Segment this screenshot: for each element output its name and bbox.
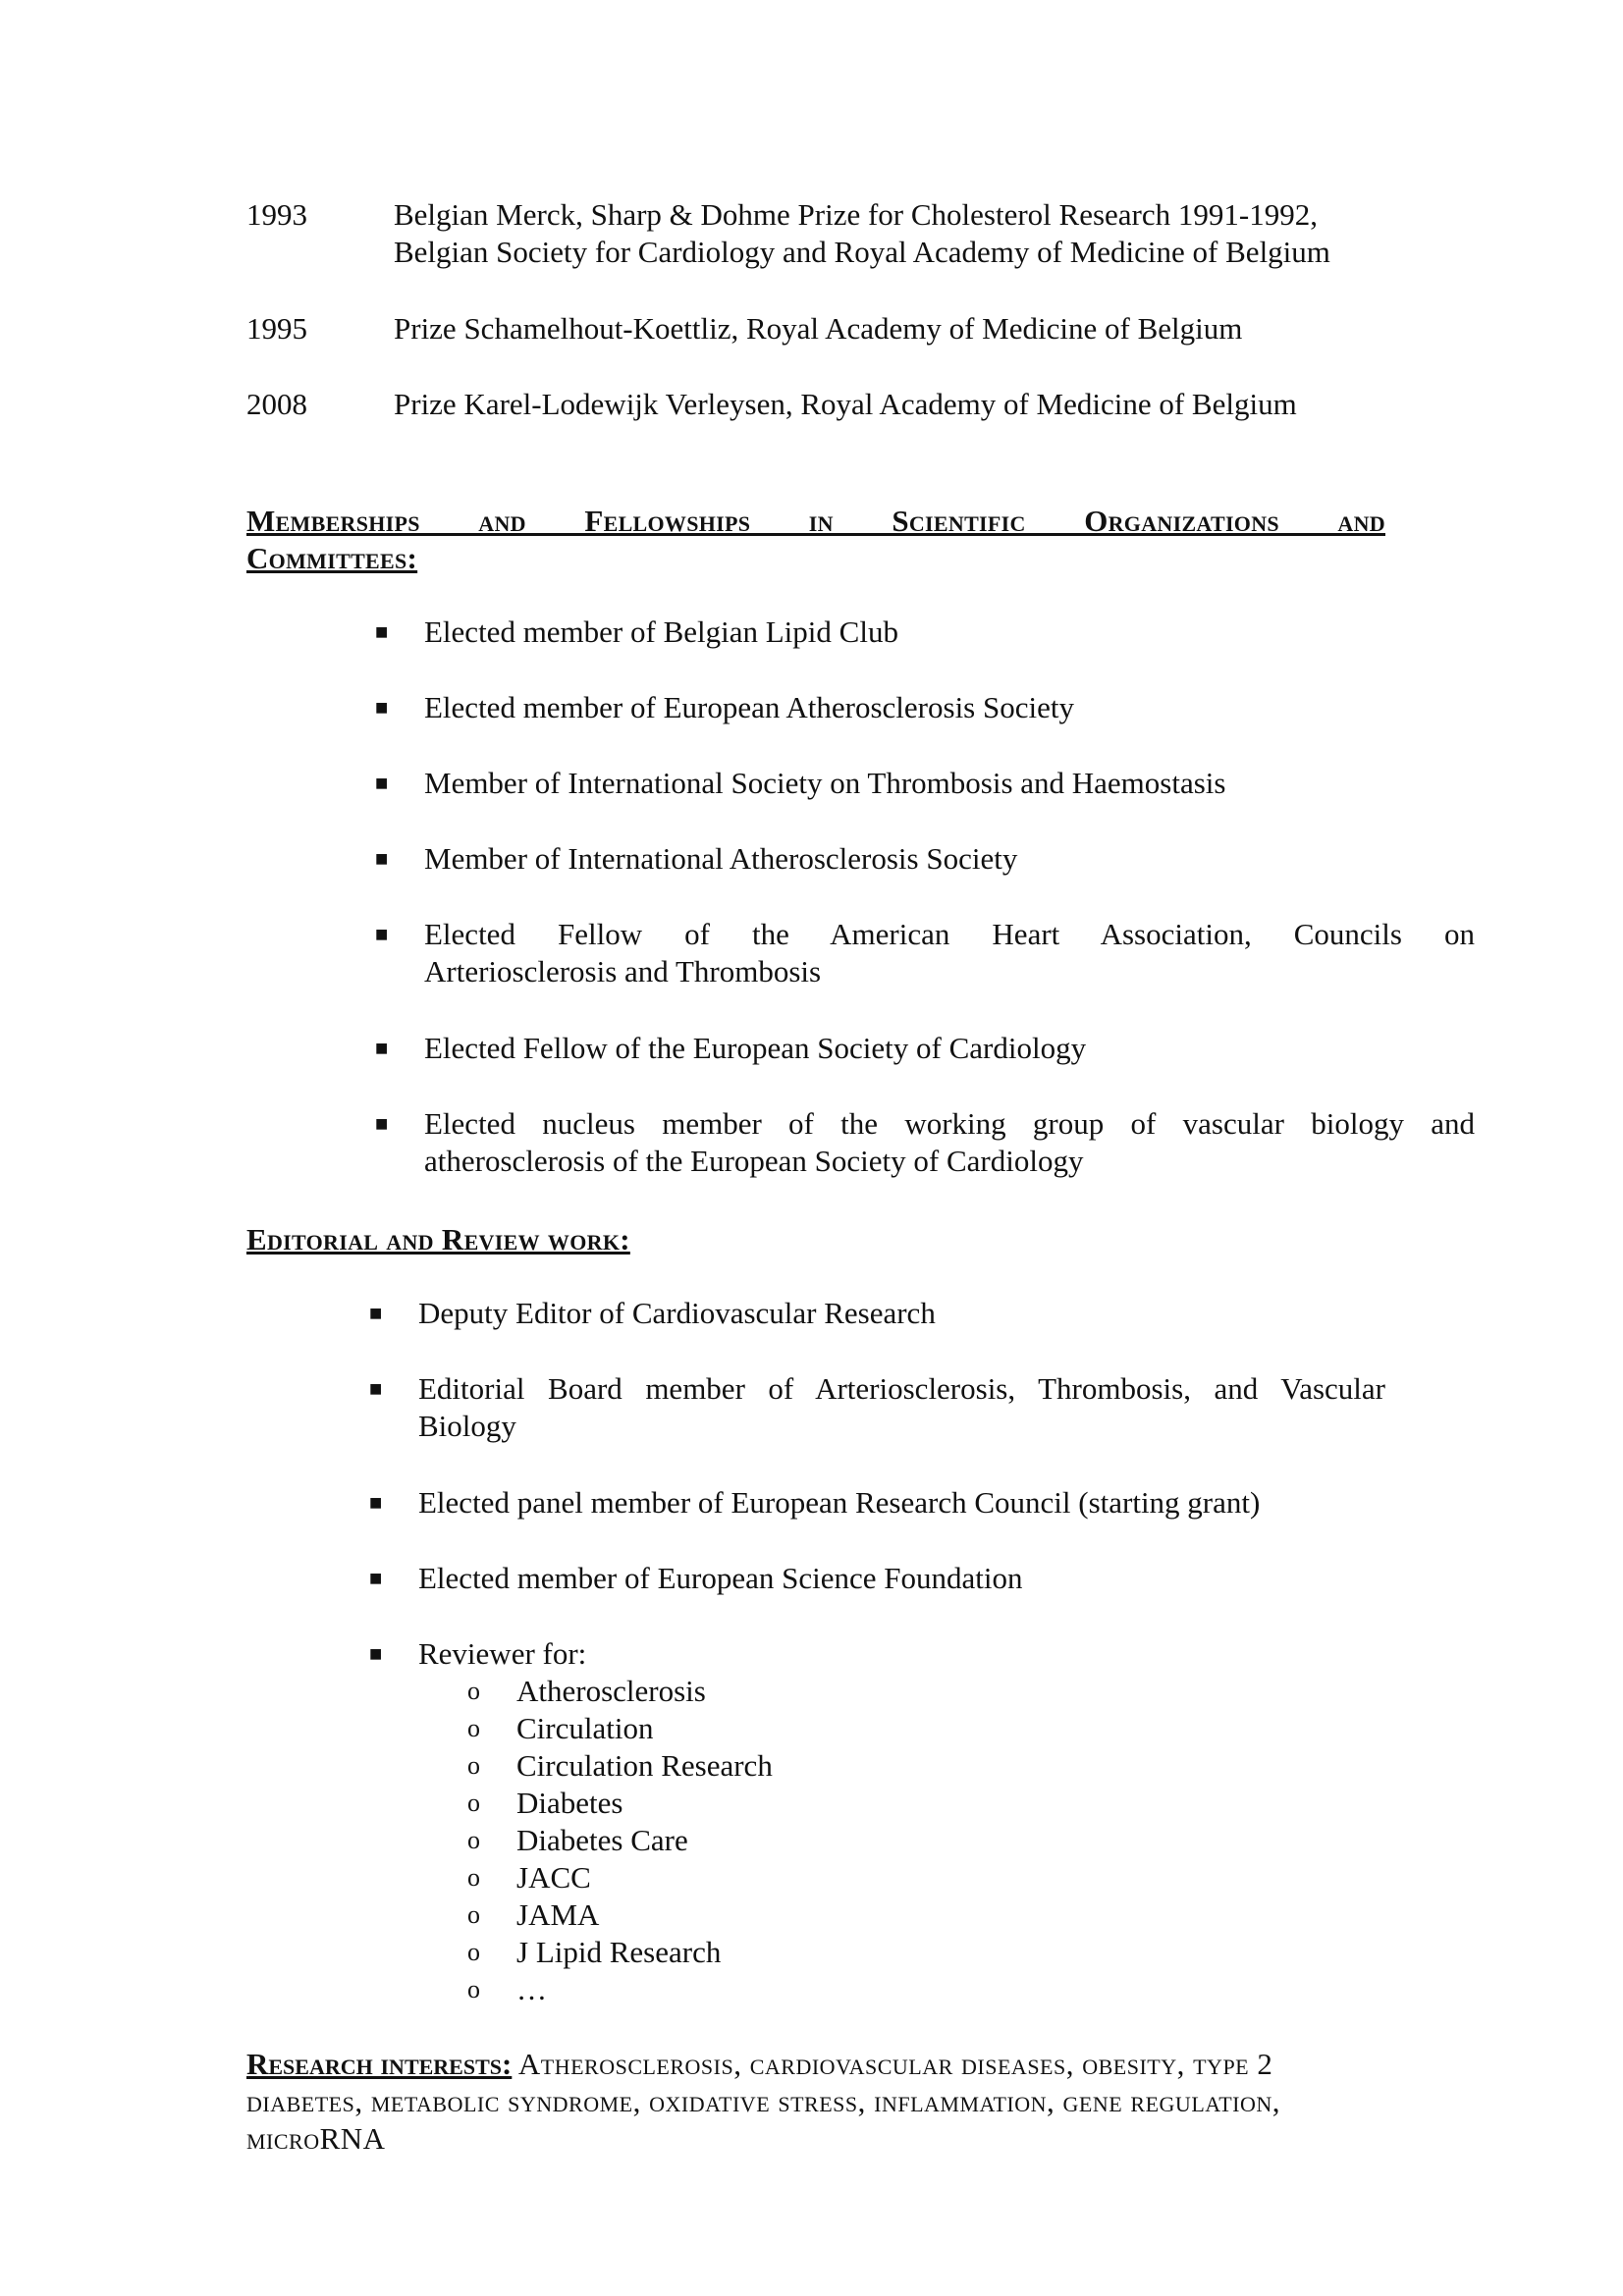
reviewer-journal-text: Circulation: [516, 1711, 654, 1745]
editorial-text-line: Editorial Board member of Arteriosclerosis, Thrombosis, and Vascular: [418, 1371, 1385, 1406]
reviewer-journal-text: …: [516, 1972, 547, 2006]
award-line: Prize Karel-Lodewijk Verleysen, Royal Academy of Medicine of Belgium: [394, 387, 1297, 421]
membership-text: Elected member of European Atherosclerosis Society: [424, 690, 1074, 724]
circle-bullet-icon: o: [467, 1677, 480, 1705]
membership-text: [424, 1105, 1475, 1180]
square-bullet-icon: ■: [375, 771, 389, 795]
membership-text: [424, 916, 1475, 990]
editorial-text: Elected member of European Science Foundation: [418, 1561, 1023, 1595]
award-year: 2008: [246, 387, 307, 421]
square-bullet-icon: ■: [375, 619, 389, 644]
research-interests: [246, 2046, 1385, 2158]
membership-text: Elected member of Belgian Lipid Club: [424, 614, 898, 649]
editorial-heading: Editorial and Review work:: [246, 1222, 630, 1256]
award-line: Belgian Merck, Sharp & Dohme Prize for Cholesterol Research 1991-1992,: [394, 197, 1318, 232]
reviewer-journal-text: Atherosclerosis: [516, 1674, 706, 1708]
memberships-heading-line2: Committees:: [246, 541, 418, 575]
circle-bullet-icon: o: [467, 1900, 480, 1929]
circle-bullet-icon: o: [467, 1714, 480, 1742]
memberships-heading-line1: Memberships and Fellowships in Scientific Organizations and: [246, 504, 1385, 538]
award-year: 1993: [246, 197, 307, 232]
square-bullet-icon: ■: [369, 1566, 383, 1590]
editorial-text-line: Biology: [418, 1409, 516, 1443]
circle-bullet-icon: o: [467, 1789, 480, 1817]
circle-bullet-icon: o: [467, 1975, 480, 2003]
membership-text-line: Arteriosclerosis and Thrombosis: [424, 954, 822, 988]
square-bullet-icon: ■: [369, 1490, 383, 1515]
square-bullet-icon: ■: [375, 1111, 389, 1136]
editorial-text: Elected panel member of European Research Council (starting grant): [418, 1485, 1261, 1520]
square-bullet-icon: ■: [375, 695, 389, 720]
reviewer-journal-text: Circulation Research: [516, 1748, 773, 1783]
membership-text-line: Elected nucleus member of the working group of vascular biology and: [424, 1106, 1475, 1141]
award-description: [394, 310, 1474, 347]
circle-bullet-icon: o: [467, 1826, 480, 1854]
reviewer-journal-text: J Lipid Research: [516, 1935, 722, 1969]
award-description: [394, 196, 1474, 271]
reviewer-journal-text: JACC: [516, 1860, 591, 1895]
research-text: Atherosclerosis, cardiovascular diseases, obesity, type 2 diabetes, metabolic syndrome, oxidative stress, inflammation, gene regulation, microRNA: [246, 2047, 1280, 2156]
square-bullet-icon: ■: [375, 846, 389, 871]
square-bullet-icon: ■: [369, 1641, 383, 1666]
square-bullet-icon: ■: [375, 922, 389, 946]
membership-text: Member of International Society on Thrombosis and Haemostasis: [424, 766, 1226, 800]
award-line: Prize Schamelhout-Koettliz, Royal Academy of Medicine of Belgium: [394, 311, 1243, 346]
editorial-text: [418, 1370, 1385, 1445]
reviewer-journal-text: Diabetes: [516, 1786, 623, 1820]
circle-bullet-icon: o: [467, 1863, 480, 1892]
circle-bullet-icon: o: [467, 1751, 480, 1780]
square-bullet-icon: ■: [375, 1036, 389, 1060]
research-heading: Research interests:: [246, 2047, 513, 2081]
membership-text: Member of International Atherosclerosis Society: [424, 841, 1018, 876]
square-bullet-icon: ■: [369, 1376, 383, 1401]
editorial-text: Reviewer for:: [418, 1636, 587, 1671]
award-year: 1995: [246, 311, 307, 346]
membership-text: Elected Fellow of the European Society of Cardiology: [424, 1031, 1087, 1065]
membership-text-line: atherosclerosis of the European Society of Cardiology: [424, 1144, 1084, 1178]
membership-text-line: Elected Fellow of the American Heart Association, Councils on: [424, 917, 1475, 951]
award-line: Belgian Society for Cardiology and Royal Academy of Medicine of Belgium: [394, 235, 1330, 269]
editorial-text: Deputy Editor of Cardiovascular Research: [418, 1296, 936, 1330]
reviewer-journal-text: Diabetes Care: [516, 1823, 688, 1857]
circle-bullet-icon: o: [467, 1938, 480, 1966]
square-bullet-icon: ■: [369, 1301, 383, 1325]
reviewer-journal-text: JAMA: [516, 1897, 600, 1932]
award-description: [394, 386, 1474, 423]
